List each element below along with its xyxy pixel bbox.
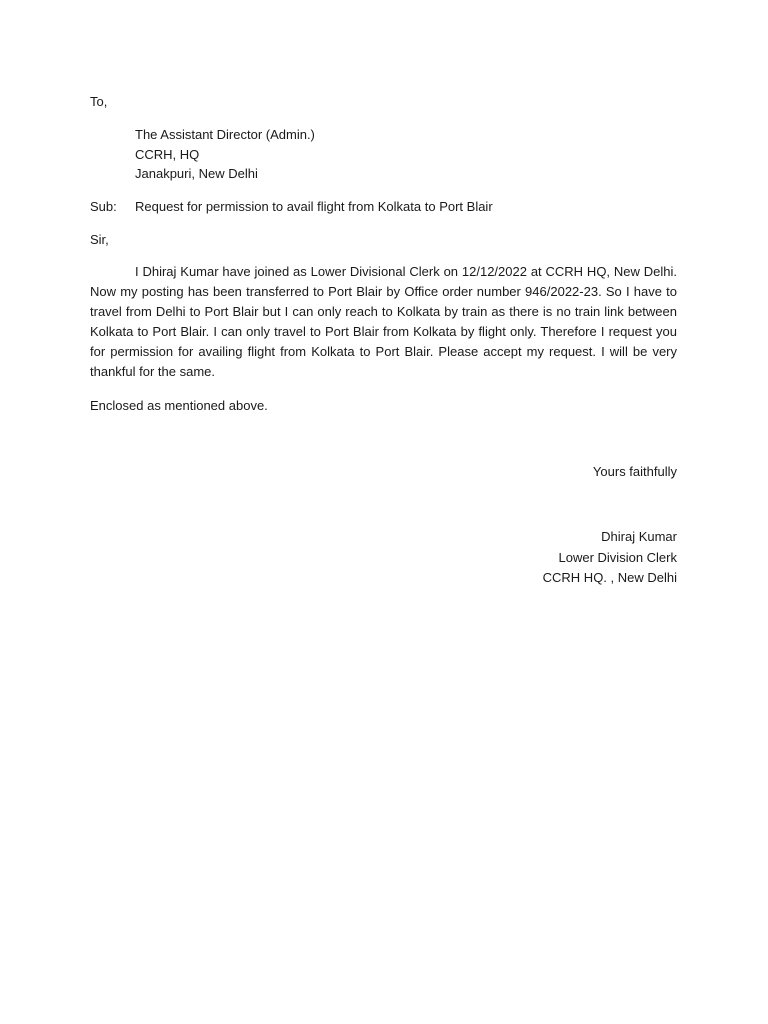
closing-text: Yours faithfully	[592, 464, 677, 479]
signature-name: Dhiraj Kumar	[601, 529, 677, 544]
recipient-address: Janakpuri, New Delhi	[135, 166, 258, 181]
subject-text: Request for permission to avail flight from Kolkata to Port Blair	[135, 199, 493, 214]
signature-block	[543, 527, 677, 589]
recipient-office: CCRH, HQ	[135, 147, 200, 162]
recipient-title: The Assistant Director (Admin.)	[135, 127, 315, 142]
signature-office: CCRH HQ. , New Delhi	[542, 570, 677, 585]
greeting: Sir,	[90, 232, 109, 247]
enclosure-note: Enclosed as mentioned above.	[90, 398, 268, 413]
subject-label: Sub:	[90, 199, 117, 214]
closing-block	[593, 462, 677, 483]
signature-designation: Lower Division Clerk	[558, 549, 677, 565]
to-line: To,	[90, 94, 108, 109]
letter-body: I Dhiraj Kumar have joined as Lower Divisional Clerk on 12/12/2022 at CCRH HQ, New Delhi. Now my posting has been transferred to Port Blair by Office order number 946/2022-23. So I have to travel from Delhi to Port Blair but I can only reach to Kolkata by train as there is no train link between Kolkata to Port Blair. I can only travel to Port Blair from Kolkata by flight only. Therefore I request you for permission for availing flight from Kolkata to Port Blair. Please accept my request. I will be very thankful for the same.	[90, 264, 677, 379]
